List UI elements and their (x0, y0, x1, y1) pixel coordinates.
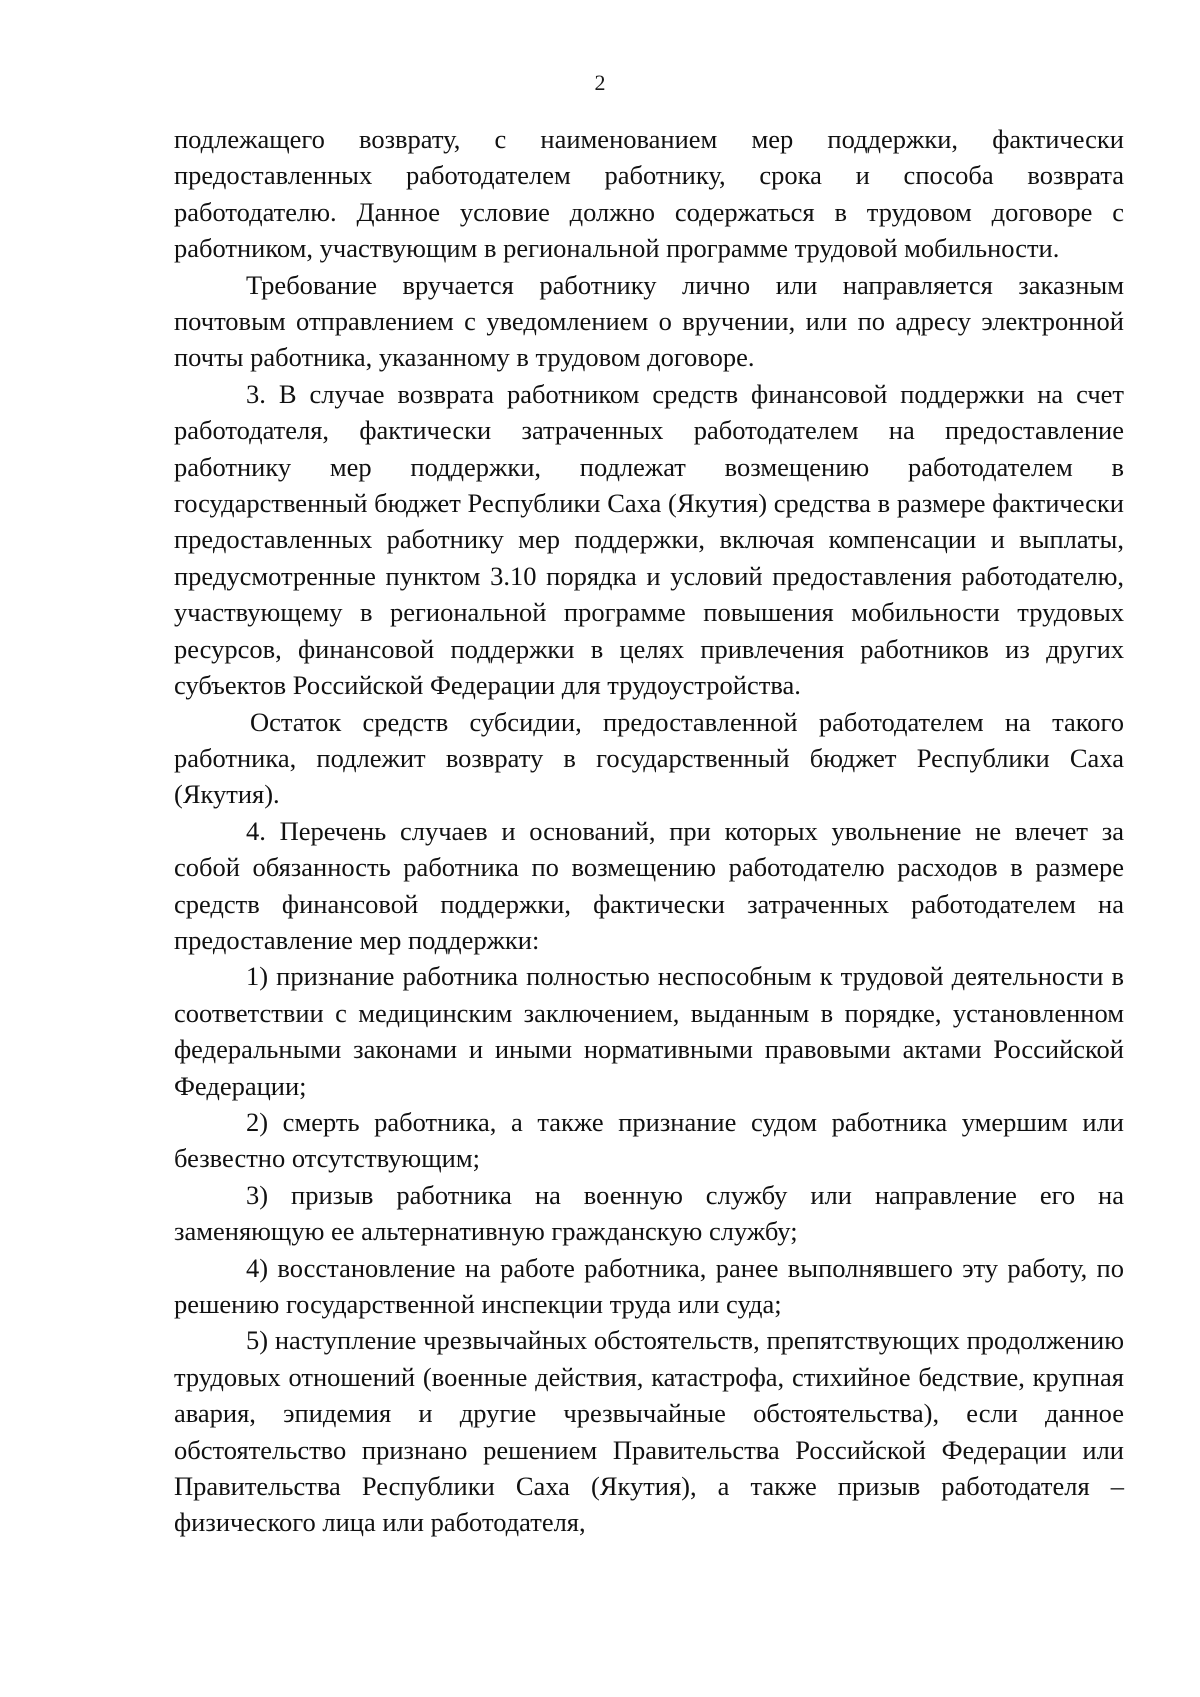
list-item: 5) наступление чрезвычайных обстоятельств, препятствующих продолжению трудовых отношений (военные действия, катастрофа, стихийное бедствие, крупная авария, эпидемия и другие чрезвычайные обстоятельства), если данное обстоятельство признано решением Правительства Российской Федерации или Правительства Республики Саха (Якутия), а также призыв работодателя – физического лица или работодателя, (174, 1325, 1124, 1538)
list-item: 4) восстановление на работе работника, ранее выполнявшего эту работу, по решению государственной инспекции труда или суда; (174, 1252, 1124, 1319)
page-number: 2 (594, 70, 606, 95)
list-item: 3) призыв работника на военную службу или направление его на заменяющую ее альтернативную гражданскую службу; (174, 1179, 1124, 1247)
list-item: 2) смерть работника, а также признание судом работника умершим или безвестно отсутствующим; (174, 1106, 1124, 1174)
paragraph: подлежащего возврату, с наименованием мер поддержки, фактически предоставленных работодателем работнику, срока и способа возврата работодателю. Данное условие должно содержаться в трудовом договоре с работником, участвующим в региональной программе трудовой мобильности. (174, 124, 1124, 264)
document-body (174, 121, 1124, 1541)
paragraph: Требование вручается работнику лично или направляется заказным почтовым отправлением с уведомлением о вручении, или по адресу электронной почты работника, указанному в трудовом договоре. (174, 269, 1124, 373)
list-item: 1) признание работника полностью неспособным к трудовой деятельности в соответствии с медицинским заключением, выданным в порядке, установленном федеральными законами и иными нормативными правовыми актами Российской Федерации; (174, 961, 1124, 1101)
paragraph: 3. В случае возврата работником средств финансовой поддержки на счет работодателя, фактически затраченных работодателем на предоставление работнику мер поддержки, подлежат возмещению работодателем в государственный бюджет Республики Саха (Якутия) средства в размере фактически предоставленных работнику мер поддержки, включая компенсации и выплаты, предусмотренные пунктом 3.10 порядка и условий предоставления работодателю, участвующему в региональной программе повышения мобильности трудовых ресурсов, финансовой поддержки в целях привлечения работников из других субъектов Российской Федерации для трудоустройства. (174, 378, 1124, 701)
paragraph: 4. Перечень случаев и оснований, при которых увольнение не влечет за собой обязанность работника по возмещению работодателю расходов в размере средств финансовой поддержки, фактически затраченных работодателем на предоставление мер поддержки: (174, 815, 1124, 955)
paragraph: Остаток средств субсидии, предоставленной работодателем на такого работника, подлежит возврату в государственный бюджет Республики Саха (Якутия). (174, 706, 1124, 810)
